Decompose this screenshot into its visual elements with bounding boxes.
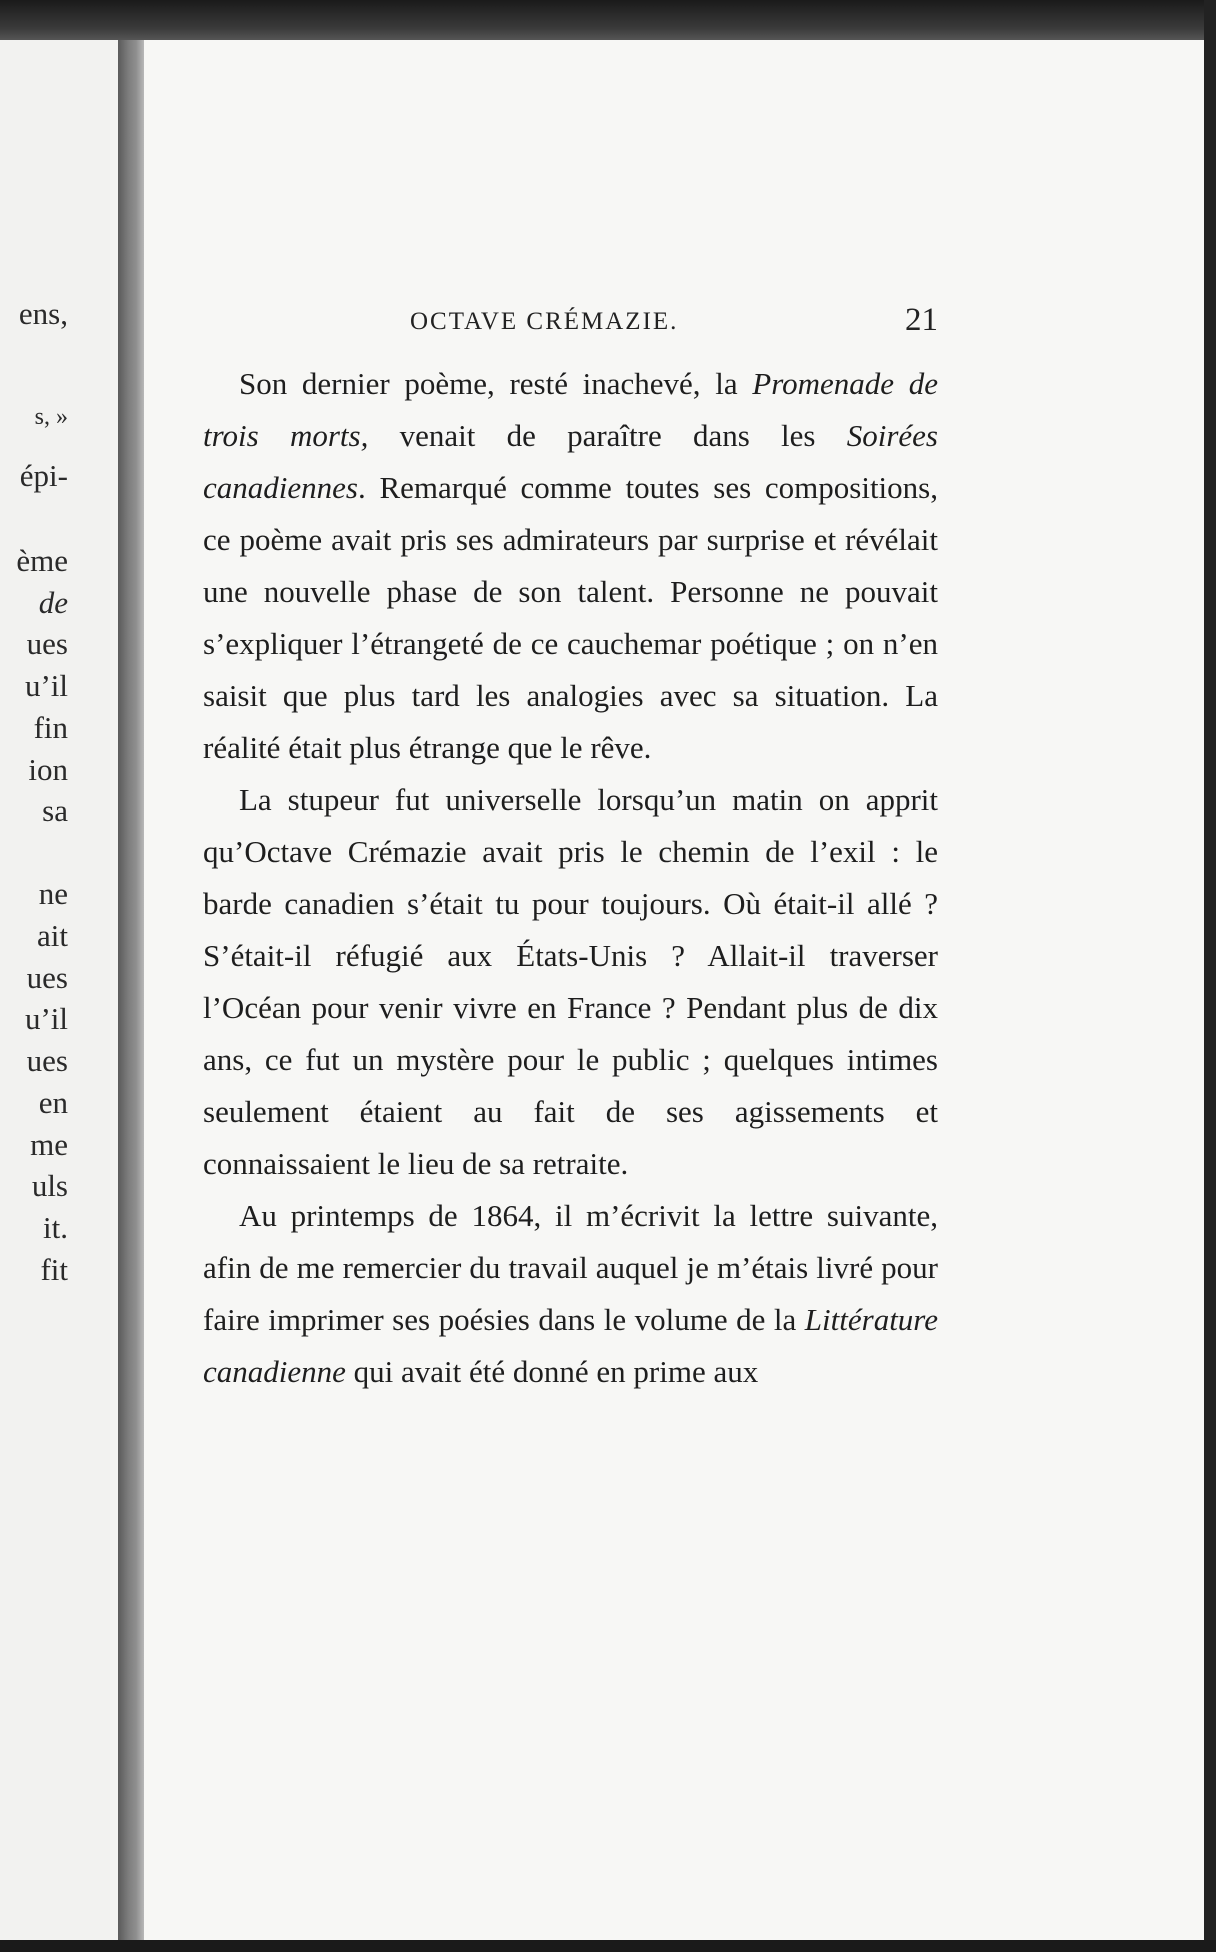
paragraph <box>203 1190 938 1398</box>
paragraph <box>203 358 938 774</box>
facing-page-fragment: ion <box>28 752 68 787</box>
facing-page-fragment: ues <box>26 1043 68 1078</box>
facing-page-fragment: ne <box>38 876 68 911</box>
facing-page <box>0 40 122 1940</box>
paragraph: La stupeur fut universelle lorsqu’un matin on apprit qu’Octave Crémazie avait pris le chemin de l’exil : le barde canadien s’était tu pour toujours. Où était-il allé ? S’était-il réfugié aux États-Unis ? Allait-il traverser l’Océan pour venir vivre en France ? Pendant plus de dix ans, ce fut un mystère pour le public ; quelques intimes seulement étaient au fait de ses agissements et connaissaient le lieu de sa retraite. <box>203 782 938 1181</box>
text-run: Son dernier poème, resté inachevé, la <box>239 366 753 401</box>
facing-page-fragment: fit <box>40 1252 68 1287</box>
facing-page-fragment: ues <box>26 626 68 661</box>
book-gutter <box>118 40 144 1940</box>
facing-page-fragment: ème <box>16 543 68 578</box>
italic-title: Soirées canadiennes <box>203 418 938 505</box>
scan-bottom-border <box>0 1940 1216 1952</box>
facing-page-fragment: fin <box>33 710 68 745</box>
facing-page-fragment: it. <box>43 1210 68 1245</box>
italic-title: Promenade de trois morts, <box>203 366 938 453</box>
page-number: 21 <box>905 302 938 338</box>
page-header <box>410 302 938 342</box>
facing-page-fragment: s, » <box>34 404 68 430</box>
text-run: venait de paraître dans les <box>368 418 847 453</box>
facing-page-fragment: ens, <box>18 296 68 331</box>
facing-page-fragment: sa <box>42 793 68 828</box>
facing-page-fragment: en <box>38 1085 68 1120</box>
scan-right-border <box>1204 0 1216 1952</box>
scan-top-border <box>0 0 1216 40</box>
body-text <box>203 358 938 1398</box>
facing-page-fragment: uls <box>31 1168 68 1203</box>
facing-page-fragment: ait <box>37 918 68 953</box>
text-run: qui avait été donné en prime aux <box>345 1354 759 1389</box>
facing-page-fragment: u’il <box>24 1001 68 1036</box>
text-run: . Remarqué comme toutes ses compositions, ce poème avait pris ses admirateurs par surprise et révélait une nouvelle phase de son talent. Personne ne pouvait s’expliquer l’étrangeté de ce cauchemar poétique ; on n’en saisit que plus tard les analogies avec sa situation. La réalité était plus étrange que le rêve. <box>203 470 938 765</box>
running-head: OCTAVE CRÉMAZIE. <box>410 308 679 335</box>
facing-page-fragment: me <box>30 1127 68 1162</box>
facing-page-fragment: u’il <box>24 668 68 703</box>
italic-title: Littérature canadienne <box>203 1302 938 1389</box>
facing-page-fragment: ues <box>26 960 68 995</box>
facing-page-fragment: épi- <box>19 458 68 493</box>
facing-page-fragment: de <box>38 585 68 620</box>
text-run: Au printemps de 1864, il m’écrivit la lettre suivante, afin de me remercier du travail auquel je m’étais livré pour faire imprimer ses poésies dans le volume de la <box>203 1198 938 1337</box>
